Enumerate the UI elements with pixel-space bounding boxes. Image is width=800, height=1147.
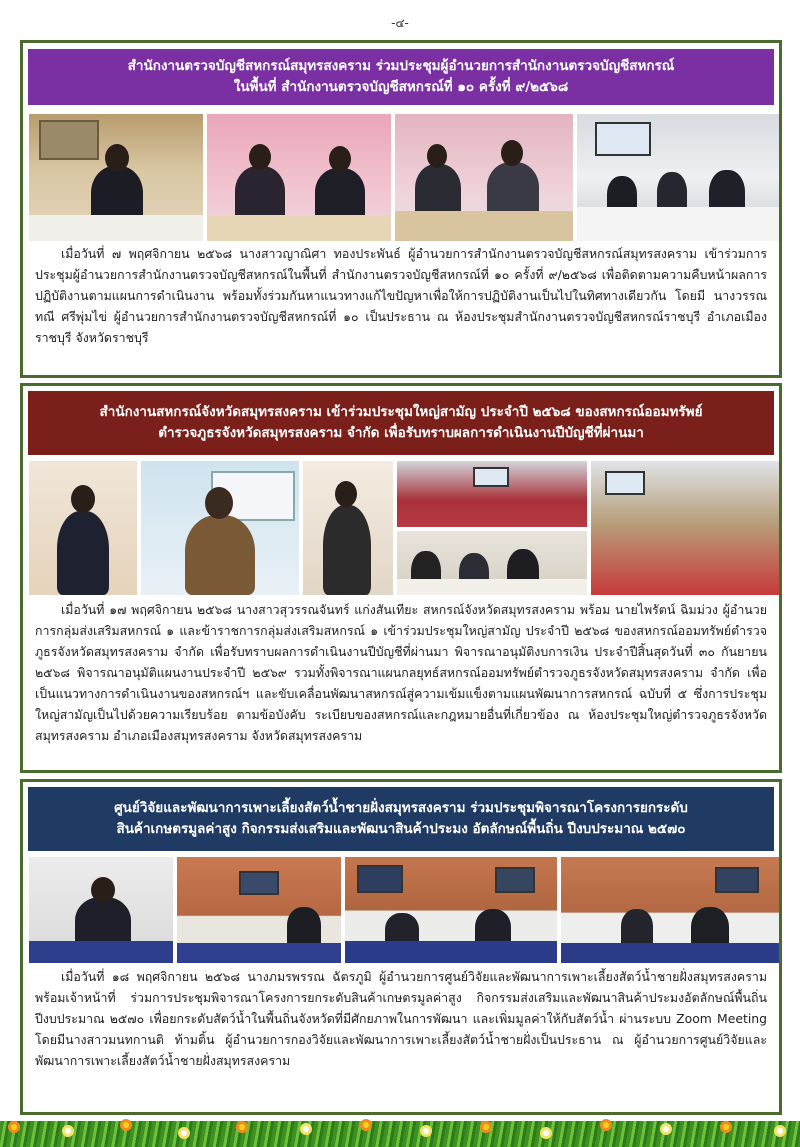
news-section-audit-meeting xyxy=(20,40,782,378)
photo-director-desk xyxy=(29,857,173,963)
section-body: เมื่อวันที่ ๗ พฤศจิกายน ๒๕๖๘ นางสาวญาณิศา ทองประพันธ์ ผู้อำนวยการสำนักงานตรวจบัญชีสหกรณ์สมุทรสงคราม เข้าร่วมการประชุมผู้อำนวยการสำนักงานตรวจบัญชีสหกรณ์ในพื้นที่ สำนักงานตรวจบัญชีสหกรณ์ที่ ๑๐ ครั้งที่ ๙/๒๕๖๘ เพื่อติดตามความคืบหน้าผลการปฏิบัติงานตามแผนการดำเนินงาน พร้อมทั้งร่วมกันหาแนวทางแก้ไขปัญหาเพื่อให้การปฏิบัติงานเป็นไปในทิศทางเดียวกัน โดยมี นางวรรณทณี ศรีพุ่มไข่ ผู้อำนวยการสำนักงานตรวจบัญชีสหกรณ์ที่ ๑๐ เป็นประธาน ณ ห้องประชุมสำนักงานตรวจบัญชีสหกรณ์ราชบุรี อำเภอเมืองราชบุรี จังหวัดราชบุรี xyxy=(35,246,767,345)
photo-speaker-standing xyxy=(303,461,393,595)
section-title-line1: ศูนย์วิจัยและพัฒนาการเพาะเลี้ยงสัตว์น้ำชายฝั่งสมุทรสงคราม ร่วมประชุมพิจารณาโครงการยกระดับ xyxy=(114,800,688,816)
news-section-cooperative-assembly xyxy=(20,383,782,773)
section-body: เมื่อวันที่ ๑๗ พฤศจิกายน ๒๕๖๘ นางสาวสุวรรณจันทร์ แก่งสันเทียะ สหกรณ์จังหวัดสมุทรสงคราม พร้อม นายไพรัตน์ ฉิมม่วง ผู้อำนวยการกลุ่มส่งเสริมสหกรณ์ ๑ และข้าราชการกลุ่มส่งเสริมสหกรณ์ ๑ เข้าร่วมประชุมใหญ่สามัญ ประจำปี ๒๕๖๘ ของสหกรณ์ออมทรัพย์ตำรวจภูธรจังหวัดสมุทรสงคราม จำกัด เพื่อรับทราบผลการดำเนินงานปีบัญชีที่ผ่านมา พิจารณาอนุมัติงบการเงิน ประจำปีสิ้นสุดวันที่ ๓๐ กันยายน ๒๕๖๘ พิจารณาอนุมัติแผนงานประจำปี ๒๕๖๙ รวมทั้งพิจารณาแผนกลยุทธ์สหกรณ์ออมทรัพย์ตำรวจภูธรจังหวัดสมุทรสงคราม จำกัด เพื่อเป็นแนวทางการดำเนินงานของสหกรณ์ฯ และขับเคลื่อนพัฒนาสหกรณ์สู่ความเข้มแข็งตามแผนพัฒนาการสหกรณ์ ฉบับที่ ๕ ซึ่งการประชุมใหญ่สามัญเป็นไปด้วยความเรียบร้อย ตามข้อบังคับ ระเบียบของสหกรณ์และกฎหมายอื่นที่เกี่ยวข้อง ณ ห้องประชุมใหญ่ตำรวจภูธรจังหวัดสมุทรสงคราม อำเภอเมืองสมุทรสงคราม จังหวัดสมุทรสงคราม xyxy=(35,602,767,743)
photo-director-seated xyxy=(29,114,203,241)
section-banner xyxy=(28,787,774,851)
photo-members-voting xyxy=(591,461,779,595)
grass-flower-border xyxy=(0,1113,800,1147)
photo-two-officials xyxy=(207,114,391,241)
photo-conference-room xyxy=(577,114,779,241)
photo-speaker-microphone xyxy=(29,461,137,595)
photo-assembly-hall-top xyxy=(397,461,587,527)
section-title-line2: ในพื้นที่ สำนักงานตรวจบัญชีสหกรณ์ที่ ๑๐ ครั้งที่ ๙/๒๕๖๘ xyxy=(233,79,569,95)
photo-zoom-room-1 xyxy=(177,857,341,963)
photo-zoom-room-2 xyxy=(345,857,557,963)
section-title-line1: สำนักงานตรวจบัญชีสหกรณ์สมุทรสงคราม ร่วมประชุมผู้อำนวยการสำนักงานตรวจบัญชีสหกรณ์ xyxy=(127,58,675,74)
news-section-aquaculture-meeting xyxy=(20,779,782,1115)
photo-meeting-table xyxy=(395,114,573,241)
section-banner xyxy=(28,391,774,455)
photo-assembly-hall-bottom xyxy=(397,531,587,595)
section-body: เมื่อวันที่ ๑๘ พฤศจิกายน ๒๕๖๘ นางภมรพรรณ ฉัตรภูมิ ผู้อำนวยการศูนย์วิจัยและพัฒนาการเพาะเลี้ยงสัตว์น้ำชายฝั่งสมุทรสงคราม พร้อมเจ้าหน้าที่ ร่วมการประชุมพิจารณาโครงการยกระดับสินค้าเกษตรมูลค่าสูง กิจกรรมส่งเสริมและพัฒนาสินค้าประมงอัตลักษณ์พื้นถิ่น ปีงบประมาณ ๒๕๗๐ เพื่อยกระดับสัตว์น้ำในพื้นถิ่นจังหวัดที่มีศักยภาพในการพัฒนา และเพิ่มมูลค่าให้กับสัตว์น้ำ ผ่านระบบ Zoom Meeting โดยมีนางสาวมนทกานติ ท้ามติ้น ผู้อำนวยการกองวิจัยและพัฒนาการเพาะเลี้ยงสัตว์น้ำชายฝั่งเป็นประธาน ณ ผู้อำนวยการศูนย์วิจัยและพัฒนาการเพาะเลี้ยงสัตว์น้ำชายฝั่งสมุทรสงคราม xyxy=(35,969,767,1068)
photo-zoom-room-3 xyxy=(561,857,779,963)
section-title-line2: สินค้าเกษตรมูลค่าสูง กิจกรรมส่งเสริมและพัฒนาสินค้าประมง อัตลักษณ์พื้นถิ่น ปีงบประมาณ ๒๕๗๐ xyxy=(116,821,686,837)
section-title-line2: ตำรวจภูธรจังหวัดสมุทรสงคราม จำกัด เพื่อรับทราบผลการดำเนินงานปีบัญชีที่ผ่านมา xyxy=(158,425,644,441)
section-banner xyxy=(28,49,774,105)
section-title-line1: สำนักงานสหกรณ์จังหวัดสมุทรสงคราม เข้าร่วมประชุมใหญ่สามัญ ประจำปี ๒๕๖๘ ของสหกรณ์ออมทรัพย์ xyxy=(99,404,703,420)
page-number: -๔- xyxy=(391,16,409,30)
photo-police-officer xyxy=(141,461,299,595)
